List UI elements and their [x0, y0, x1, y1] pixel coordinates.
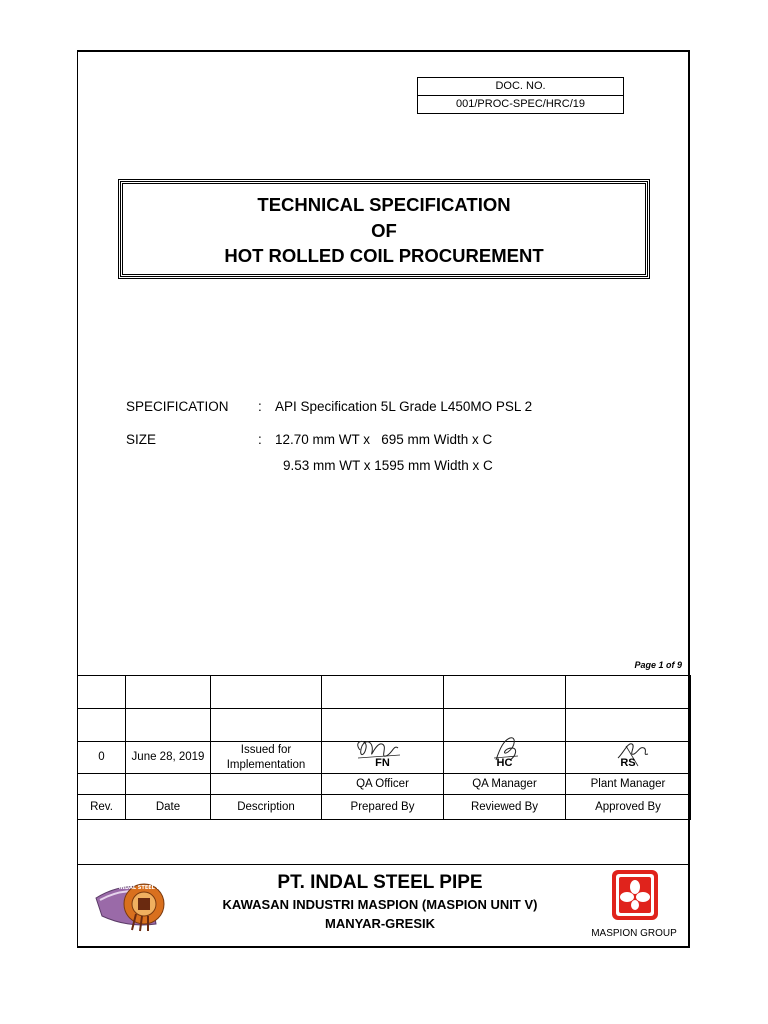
prepared-initials: FN [375, 757, 390, 769]
approved-header: Approved By [566, 795, 691, 820]
maspion-group-label: MASPION GROUP [591, 928, 677, 939]
title-line-3: HOT ROLLED COIL PROCUREMENT [224, 245, 544, 266]
size-label: SIZE [126, 432, 157, 447]
prepared-role: QA Officer [322, 774, 444, 795]
description-header: Description [211, 795, 322, 820]
table-row [78, 742, 691, 774]
doc-number-label: DOC. NO. [418, 78, 623, 96]
document-title-box [118, 179, 650, 279]
page-number: Page 1 of 9 [634, 660, 682, 670]
table-header-row [78, 795, 691, 820]
reviewed-header: Reviewed By [444, 795, 566, 820]
rev-cell: 0 [78, 742, 126, 774]
spec-value: API Specification 5L Grade L450MO PSL 2 [275, 399, 533, 414]
reviewed-initials: HC [496, 757, 513, 769]
date-header: Date [126, 795, 211, 820]
prepared-header: Prepared By [322, 795, 444, 820]
pipe-logo-text: INDAL STEEL PIPE [118, 885, 170, 891]
spec-label: SPECIFICATION [126, 399, 229, 414]
reviewed-signature [444, 742, 565, 773]
reviewed-signature-cell [444, 742, 566, 774]
title-line-1: TECHNICAL SPECIFICATION [257, 194, 511, 215]
maspion-logo-icon [611, 869, 659, 921]
company-address-2: MANYAR-GRESIK [324, 916, 436, 931]
footer-divider [78, 864, 689, 865]
table-row [78, 676, 691, 709]
company-name: PT. INDAL STEEL PIPE [277, 872, 483, 893]
date-cell: June 28, 2019 [126, 742, 211, 774]
approved-role: Plant Manager [566, 774, 691, 795]
prepared-signature [322, 742, 443, 773]
approved-signature [566, 742, 690, 773]
spec-colon: : [258, 399, 262, 414]
revision-table [77, 675, 691, 820]
rev-header: Rev. [78, 795, 126, 820]
size-value-1: 12.70 mm WT x 695 mm Width x C [275, 432, 493, 447]
size-colon: : [258, 432, 262, 447]
table-row [78, 774, 691, 795]
company-address-1: KAWASAN INDUSTRI MASPION (MASPION UNIT V) [222, 897, 538, 912]
prepared-signature-cell [322, 742, 444, 774]
doc-number-box [417, 77, 624, 114]
description-line-1: Issued for [240, 743, 292, 756]
approved-initials: RS [620, 757, 636, 769]
doc-number-value: 001/PROC-SPEC/HRC/19 [456, 98, 585, 110]
reviewed-role: QA Manager [444, 774, 566, 795]
indal-steel-pipe-logo [92, 876, 170, 932]
description-line-2: Implementation [226, 758, 306, 771]
approved-signature-cell [566, 742, 691, 774]
description-cell [211, 742, 322, 774]
title-line-2: OF [371, 220, 397, 241]
size-value-2: 9.53 mm WT x 1595 mm Width x C [283, 458, 493, 473]
